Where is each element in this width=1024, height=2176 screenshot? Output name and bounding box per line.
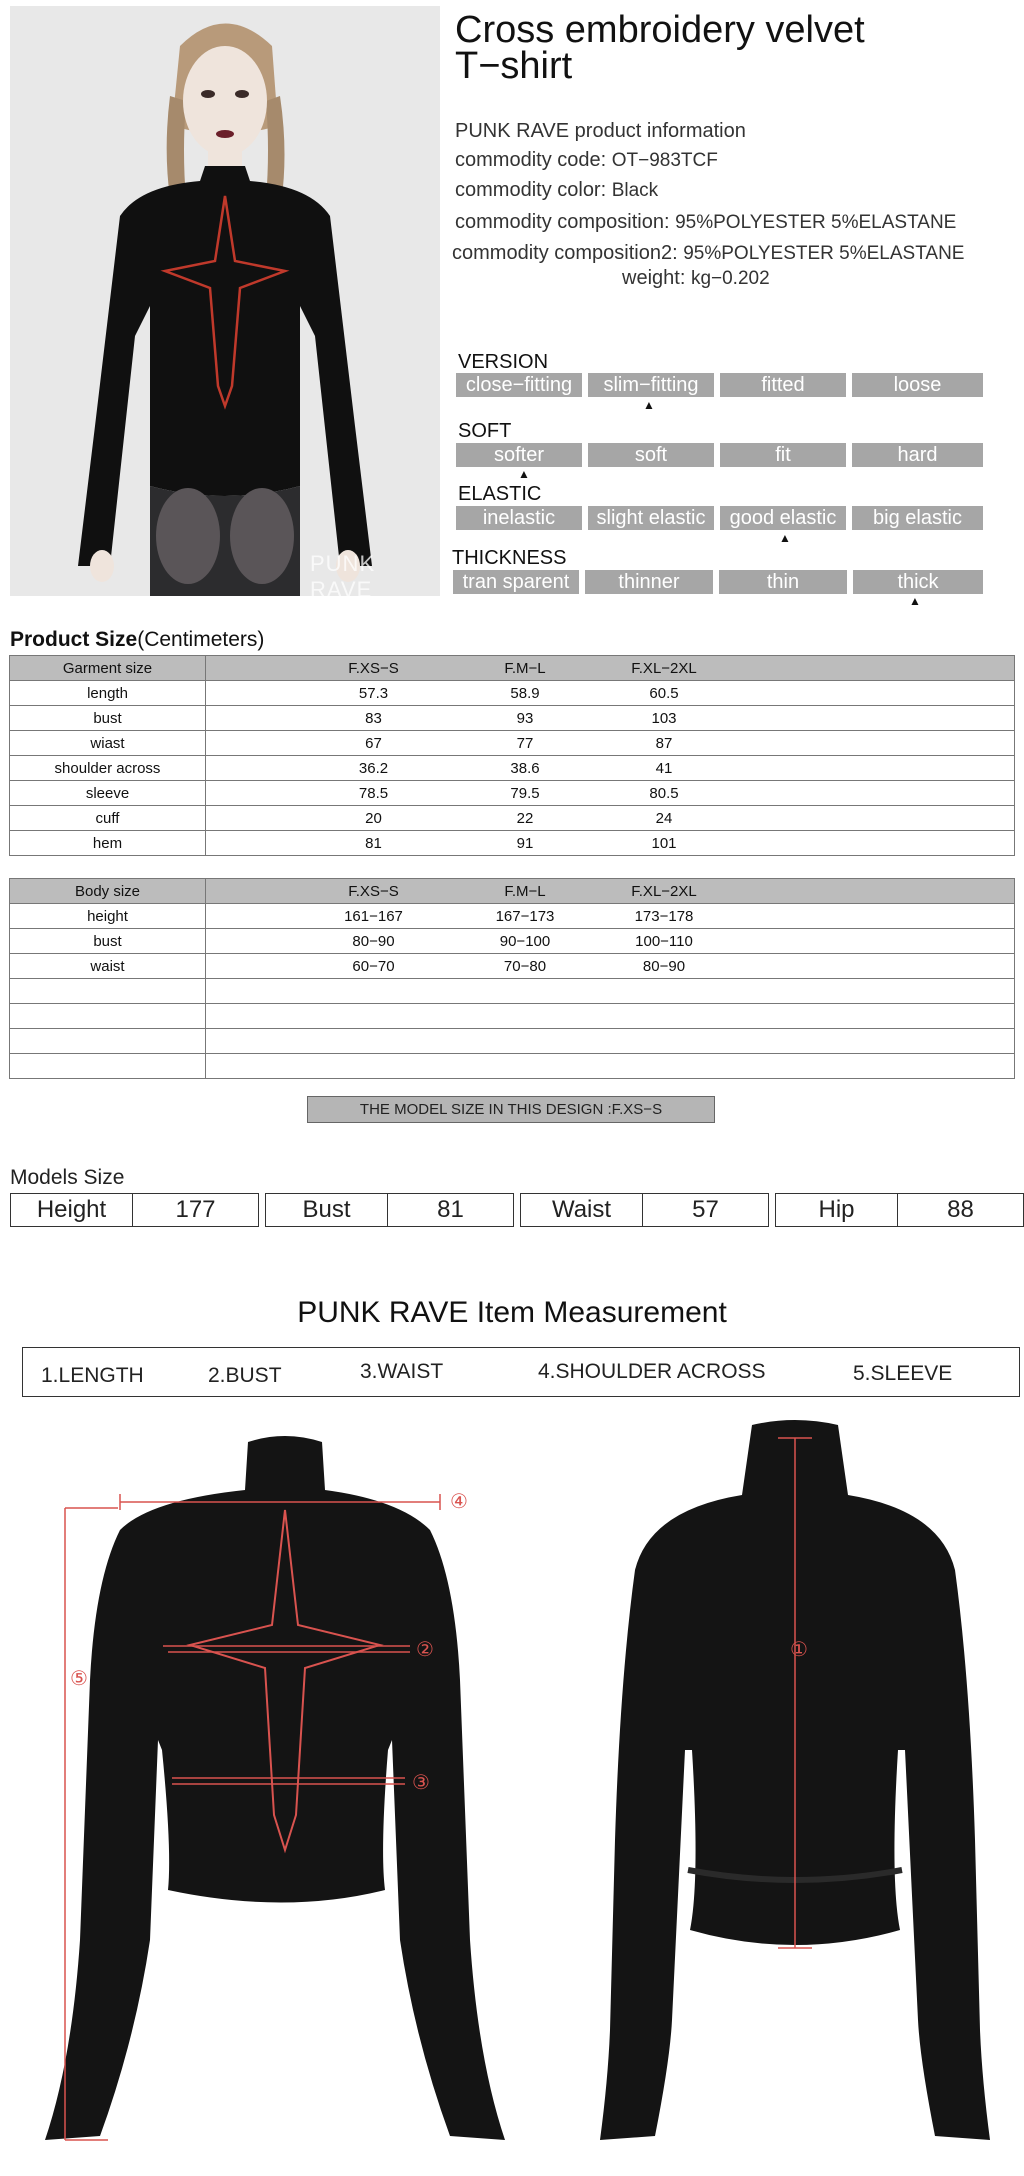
model-value: 177 <box>175 1196 216 1223</box>
cell-value: 77 <box>516 734 534 752</box>
body-size-table <box>9 878 1015 1079</box>
elastic-option: slight elastic <box>588 506 714 530</box>
weight-label: weight: <box>622 267 686 289</box>
size-header: F.XS−S <box>348 659 399 677</box>
elastic-scale <box>456 506 983 530</box>
row-label: waist <box>10 954 206 979</box>
cell-value: 70−80 <box>503 957 547 975</box>
commodity-composition <box>455 211 956 234</box>
row-label: bust <box>10 929 206 954</box>
garment-back <box>600 1420 990 2140</box>
info-heading: PUNK RAVE product information <box>455 120 746 142</box>
marker-waist: ③ <box>412 1770 430 1794</box>
row-label: length <box>10 681 206 706</box>
version-scale <box>456 373 983 397</box>
cell-value: 67 <box>365 734 382 752</box>
model-value: 57 <box>692 1196 719 1223</box>
row-label: height <box>10 904 206 929</box>
cell-value: 100−110 <box>635 932 693 950</box>
thickness-option: thin <box>719 570 847 594</box>
models-size-row <box>10 1193 1024 1227</box>
weight-value: kg−0.202 <box>690 268 770 289</box>
version-label: VERSION <box>458 351 549 373</box>
version-selected-arrow-icon: ▲ <box>643 398 655 412</box>
garment-front <box>45 1436 505 2140</box>
thickness-label: THICKNESS <box>452 547 567 569</box>
empty-row <box>10 1054 1015 1079</box>
soft-option: soft <box>588 443 714 467</box>
measurement-item: 2.BUST <box>208 1364 282 1387</box>
cell-value: 60−70 <box>352 957 395 975</box>
table-row <box>10 806 1015 831</box>
row-label: hem <box>10 831 206 856</box>
model-illustration <box>10 6 440 596</box>
measurement-item: 3.WAIST <box>360 1360 444 1383</box>
cell-value: 83 <box>365 709 382 727</box>
product-photo <box>10 6 440 596</box>
measurement-item: 5.SLEEVE <box>853 1362 953 1385</box>
thickness-scale <box>453 570 983 594</box>
cell-value: 79.5 <box>510 784 540 802</box>
table-header-row <box>10 656 1015 681</box>
table-row <box>10 904 1015 929</box>
product-size-heading: Product Size <box>10 628 138 651</box>
code-label: commodity code: <box>455 149 607 171</box>
cell-value: 36.2 <box>358 759 389 777</box>
soft-option: fit <box>720 443 846 467</box>
composition2-value: 95%POLYESTER 5%ELASTANE <box>683 243 965 264</box>
color-label: commodity color: <box>455 179 607 201</box>
measurement-title: PUNK RAVE Item Measurement <box>297 1296 727 1329</box>
cell-value: 80−90 <box>352 932 395 950</box>
cell-value: 80−90 <box>642 957 686 975</box>
table-row <box>10 831 1015 856</box>
product-title-line1: Cross embroidery velvet <box>455 9 865 51</box>
models-size-title: Models Size <box>10 1166 125 1189</box>
version-option: fitted <box>720 373 846 397</box>
soft-option: softer <box>456 443 582 467</box>
elastic-label: ELASTIC <box>458 483 542 505</box>
product-weight <box>622 267 770 290</box>
size-header: F.M−L <box>504 659 546 677</box>
version-option: close−fitting <box>456 373 582 397</box>
table-row <box>10 954 1015 979</box>
measurement-legend <box>22 1347 1020 1397</box>
cell-value: 38.6 <box>510 759 540 777</box>
model-value: 88 <box>947 1196 974 1223</box>
measurement-diagram <box>0 1420 1024 2160</box>
table-row <box>10 929 1015 954</box>
cell-value: 93 <box>516 709 534 727</box>
table-row <box>10 756 1015 781</box>
cell-value: 81 <box>365 834 382 852</box>
thickness-option: thick <box>853 570 983 594</box>
table-row <box>10 706 1015 731</box>
soft-option: hard <box>852 443 983 467</box>
cell-value: 167−173 <box>495 907 555 925</box>
cell-value: 101 <box>651 834 677 852</box>
cell-value: 41 <box>655 759 673 777</box>
model-key: Height <box>11 1194 133 1226</box>
cell-value: 161−167 <box>344 907 403 925</box>
version-option: slim−fitting <box>588 373 714 397</box>
thickness-option: thinner <box>585 570 713 594</box>
thickness-selected-arrow-icon: ▲ <box>909 594 921 608</box>
soft-scale <box>456 443 983 467</box>
table-row <box>10 731 1015 756</box>
commodity-composition2 <box>452 242 964 265</box>
table-header-label: Garment size <box>10 656 206 681</box>
marker-bust: ② <box>416 1637 434 1661</box>
photo-watermark: PUNK RAVE <box>310 551 376 596</box>
table-row <box>10 681 1015 706</box>
commodity-code <box>455 149 718 172</box>
cell-value: 57.3 <box>358 684 389 702</box>
code-value: OT−983TCF <box>611 150 718 171</box>
elastic-option: inelastic <box>456 506 582 530</box>
size-header: F.XL−2XL <box>631 659 697 677</box>
commodity-color <box>455 179 658 202</box>
model-measure-waist <box>520 1193 769 1227</box>
cell-value: 173−178 <box>634 907 694 925</box>
cell-value: 87 <box>655 734 673 752</box>
model-measure-bust <box>265 1193 514 1227</box>
table-header-label: Body size <box>10 879 206 904</box>
product-size-title <box>10 628 264 652</box>
model-key: Waist <box>521 1194 643 1226</box>
cell-value: 22 <box>516 809 534 827</box>
measurement-item: 4.SHOULDER ACROSS <box>538 1360 766 1383</box>
model-key: Hip <box>776 1194 898 1226</box>
empty-row <box>10 1004 1015 1029</box>
cell-value: 20 <box>365 809 382 827</box>
size-header: F.M−L <box>504 882 546 900</box>
composition2-label: commodity composition2: <box>452 242 678 264</box>
cell-value: 58.9 <box>510 684 540 702</box>
model-value: 81 <box>437 1196 464 1223</box>
soft-selected-arrow-icon: ▲ <box>518 467 530 481</box>
cell-value: 91 <box>516 834 534 852</box>
table-header-row <box>10 879 1015 904</box>
thickness-option: tran sparent <box>453 570 579 594</box>
product-title-line2: T−shirt <box>455 45 573 87</box>
product-title <box>455 9 1015 87</box>
cell-value: 80.5 <box>649 784 679 802</box>
row-label: bust <box>10 706 206 731</box>
cell-value: 24 <box>655 809 673 827</box>
table-row <box>10 781 1015 806</box>
model-measure-height <box>10 1193 259 1227</box>
elastic-option: good elastic <box>720 506 846 530</box>
model-measure-hip <box>775 1193 1024 1227</box>
garment-size-table <box>9 655 1015 856</box>
cell-value: 60.5 <box>649 684 679 702</box>
soft-label: SOFT <box>458 420 512 442</box>
elastic-selected-arrow-icon: ▲ <box>779 531 791 545</box>
row-label: wiast <box>10 731 206 756</box>
row-label: shoulder across <box>10 756 206 781</box>
model-size-note: THE MODEL SIZE IN THIS DESIGN :F.XS−S <box>307 1096 715 1123</box>
version-option: loose <box>852 373 983 397</box>
marker-length: ① <box>790 1637 808 1661</box>
empty-row <box>10 1029 1015 1054</box>
cell-value: 90−100 <box>499 932 551 950</box>
row-label: sleeve <box>10 781 206 806</box>
product-size-unit: (Centimeters) <box>137 628 265 651</box>
composition-value: 95%POLYESTER 5%ELASTANE <box>675 212 957 233</box>
composition-label: commodity composition: <box>455 211 670 233</box>
size-header: F.XL−2XL <box>631 882 697 900</box>
elastic-option: big elastic <box>852 506 983 530</box>
empty-row <box>10 979 1015 1004</box>
color-value: Black <box>611 180 659 201</box>
row-label: cuff <box>10 806 206 831</box>
measurement-item: 1.LENGTH <box>41 1364 144 1387</box>
marker-shoulder: ④ <box>450 1489 468 1513</box>
size-header: F.XS−S <box>348 882 399 900</box>
cell-value: 78.5 <box>358 784 389 802</box>
cell-value: 103 <box>651 709 677 727</box>
model-key: Bust <box>266 1194 388 1226</box>
marker-sleeve: ⑤ <box>70 1666 88 1690</box>
